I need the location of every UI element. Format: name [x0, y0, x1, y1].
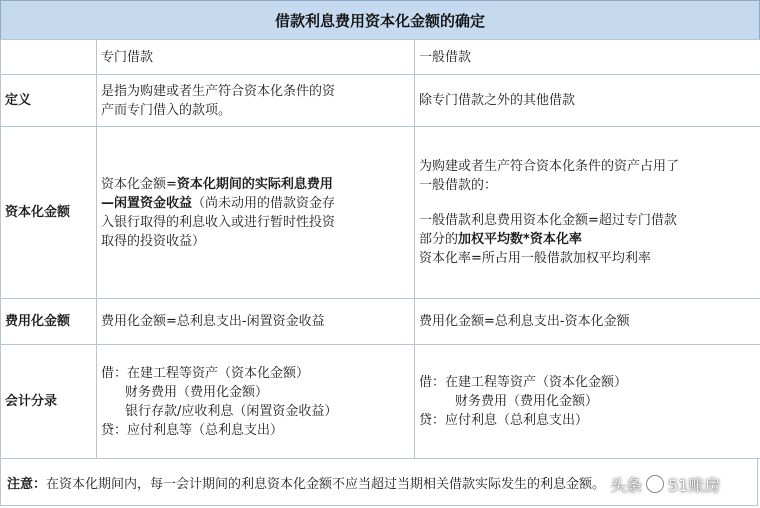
capitalized-special-formula	[101, 175, 410, 194]
definition-special-line: 产而专门借入的款项。	[101, 102, 232, 118]
capitalization-rate-line: 资本化率=所占用一般借款加权平均利率	[419, 251, 651, 266]
formula-prefix: 资本化金额=	[101, 176, 177, 192]
row-label-journal: 会计分录	[1, 345, 97, 459]
journal-general	[415, 345, 760, 459]
general-formula-line	[419, 230, 756, 249]
journal-general-line: 贷：应付利息（总利息支出）	[419, 413, 589, 428]
journal-special	[97, 345, 415, 459]
table-title: 借款利息费用资本化金额的确定	[0, 0, 760, 40]
row-label-capitalized: 资本化金额	[1, 127, 97, 299]
row-capitalized-amount	[1, 127, 760, 299]
idle-explanation-line: 入银行取得的利息收入或进行暂时性投资	[101, 214, 336, 230]
definition-special-line: 是指为购建或者生产符合资本化条件的资	[101, 83, 336, 99]
journal-special-line: 贷：应付利息等（总利息支出）	[101, 422, 284, 438]
formula-idle-income: —闲置资金收益	[101, 195, 193, 211]
row-label-expensed: 费用化金额	[1, 299, 97, 345]
header-special-loan: 专门借款	[97, 40, 415, 75]
idle-explanation-line: 取得的投资收益）	[101, 233, 206, 249]
journal-general-line: 财务费用（费用化金额）	[455, 394, 599, 409]
watermark	[610, 470, 720, 498]
general-formula-weighted: 加权平均数*资本化率	[458, 232, 582, 247]
note-text: 在资本化期间内，每一会计期间的利息资本化金额不应当超过当期相关借款实际发生的利息金额。	[46, 476, 606, 492]
header-row	[1, 40, 760, 75]
header-cell-empty	[1, 40, 97, 75]
expensed-general: 费用化金额=总利息支出-资本化金额	[415, 299, 760, 345]
watermark-left-text: 头条	[610, 475, 643, 495]
capitalized-general	[415, 127, 760, 299]
capitalized-general-line: 一般借款的：	[419, 178, 498, 193]
watermark-right-text: 51账房	[668, 475, 721, 495]
journal-special-line: 借：在建工程等资产（资本化金额）	[101, 365, 310, 381]
header-general-loan: 一般借款	[415, 40, 760, 75]
idle-explanation: （尚未动用的借款资金存	[192, 195, 336, 211]
capitalized-general-line: 为购建或者生产符合资本化条件的资产占用了	[419, 159, 680, 174]
journal-special-line: 财务费用（费用化金额）	[125, 384, 269, 400]
definition-general	[415, 75, 760, 127]
capitalized-special-idle	[101, 194, 410, 213]
note-label: 注意：	[7, 476, 47, 492]
spacer	[419, 195, 756, 211]
capitalized-special	[97, 127, 415, 299]
row-definition	[1, 75, 760, 127]
row-label-definition: 定义	[1, 75, 97, 127]
comparison-table	[0, 39, 760, 459]
general-formula-line: 一般借款利息费用资本化金额=超过专门借款	[419, 213, 677, 228]
definition-general-line: 除专门借款之外的其他借款	[419, 93, 576, 108]
expensed-special: 费用化金额=总利息支出-闲置资金收益	[97, 299, 415, 345]
journal-general-line: 借：在建工程等资产（资本化金额）	[419, 375, 628, 390]
row-journal-entry	[1, 345, 760, 459]
row-expensed-amount	[1, 299, 760, 345]
at-icon	[646, 475, 664, 493]
formula-actual-interest: 资本化期间的实际利息费用	[176, 176, 333, 192]
general-formula-prefix: 部分的	[419, 232, 459, 247]
definition-special	[97, 75, 415, 127]
journal-special-line: 银行存款/应收利息（闲置资金收益）	[125, 403, 338, 419]
